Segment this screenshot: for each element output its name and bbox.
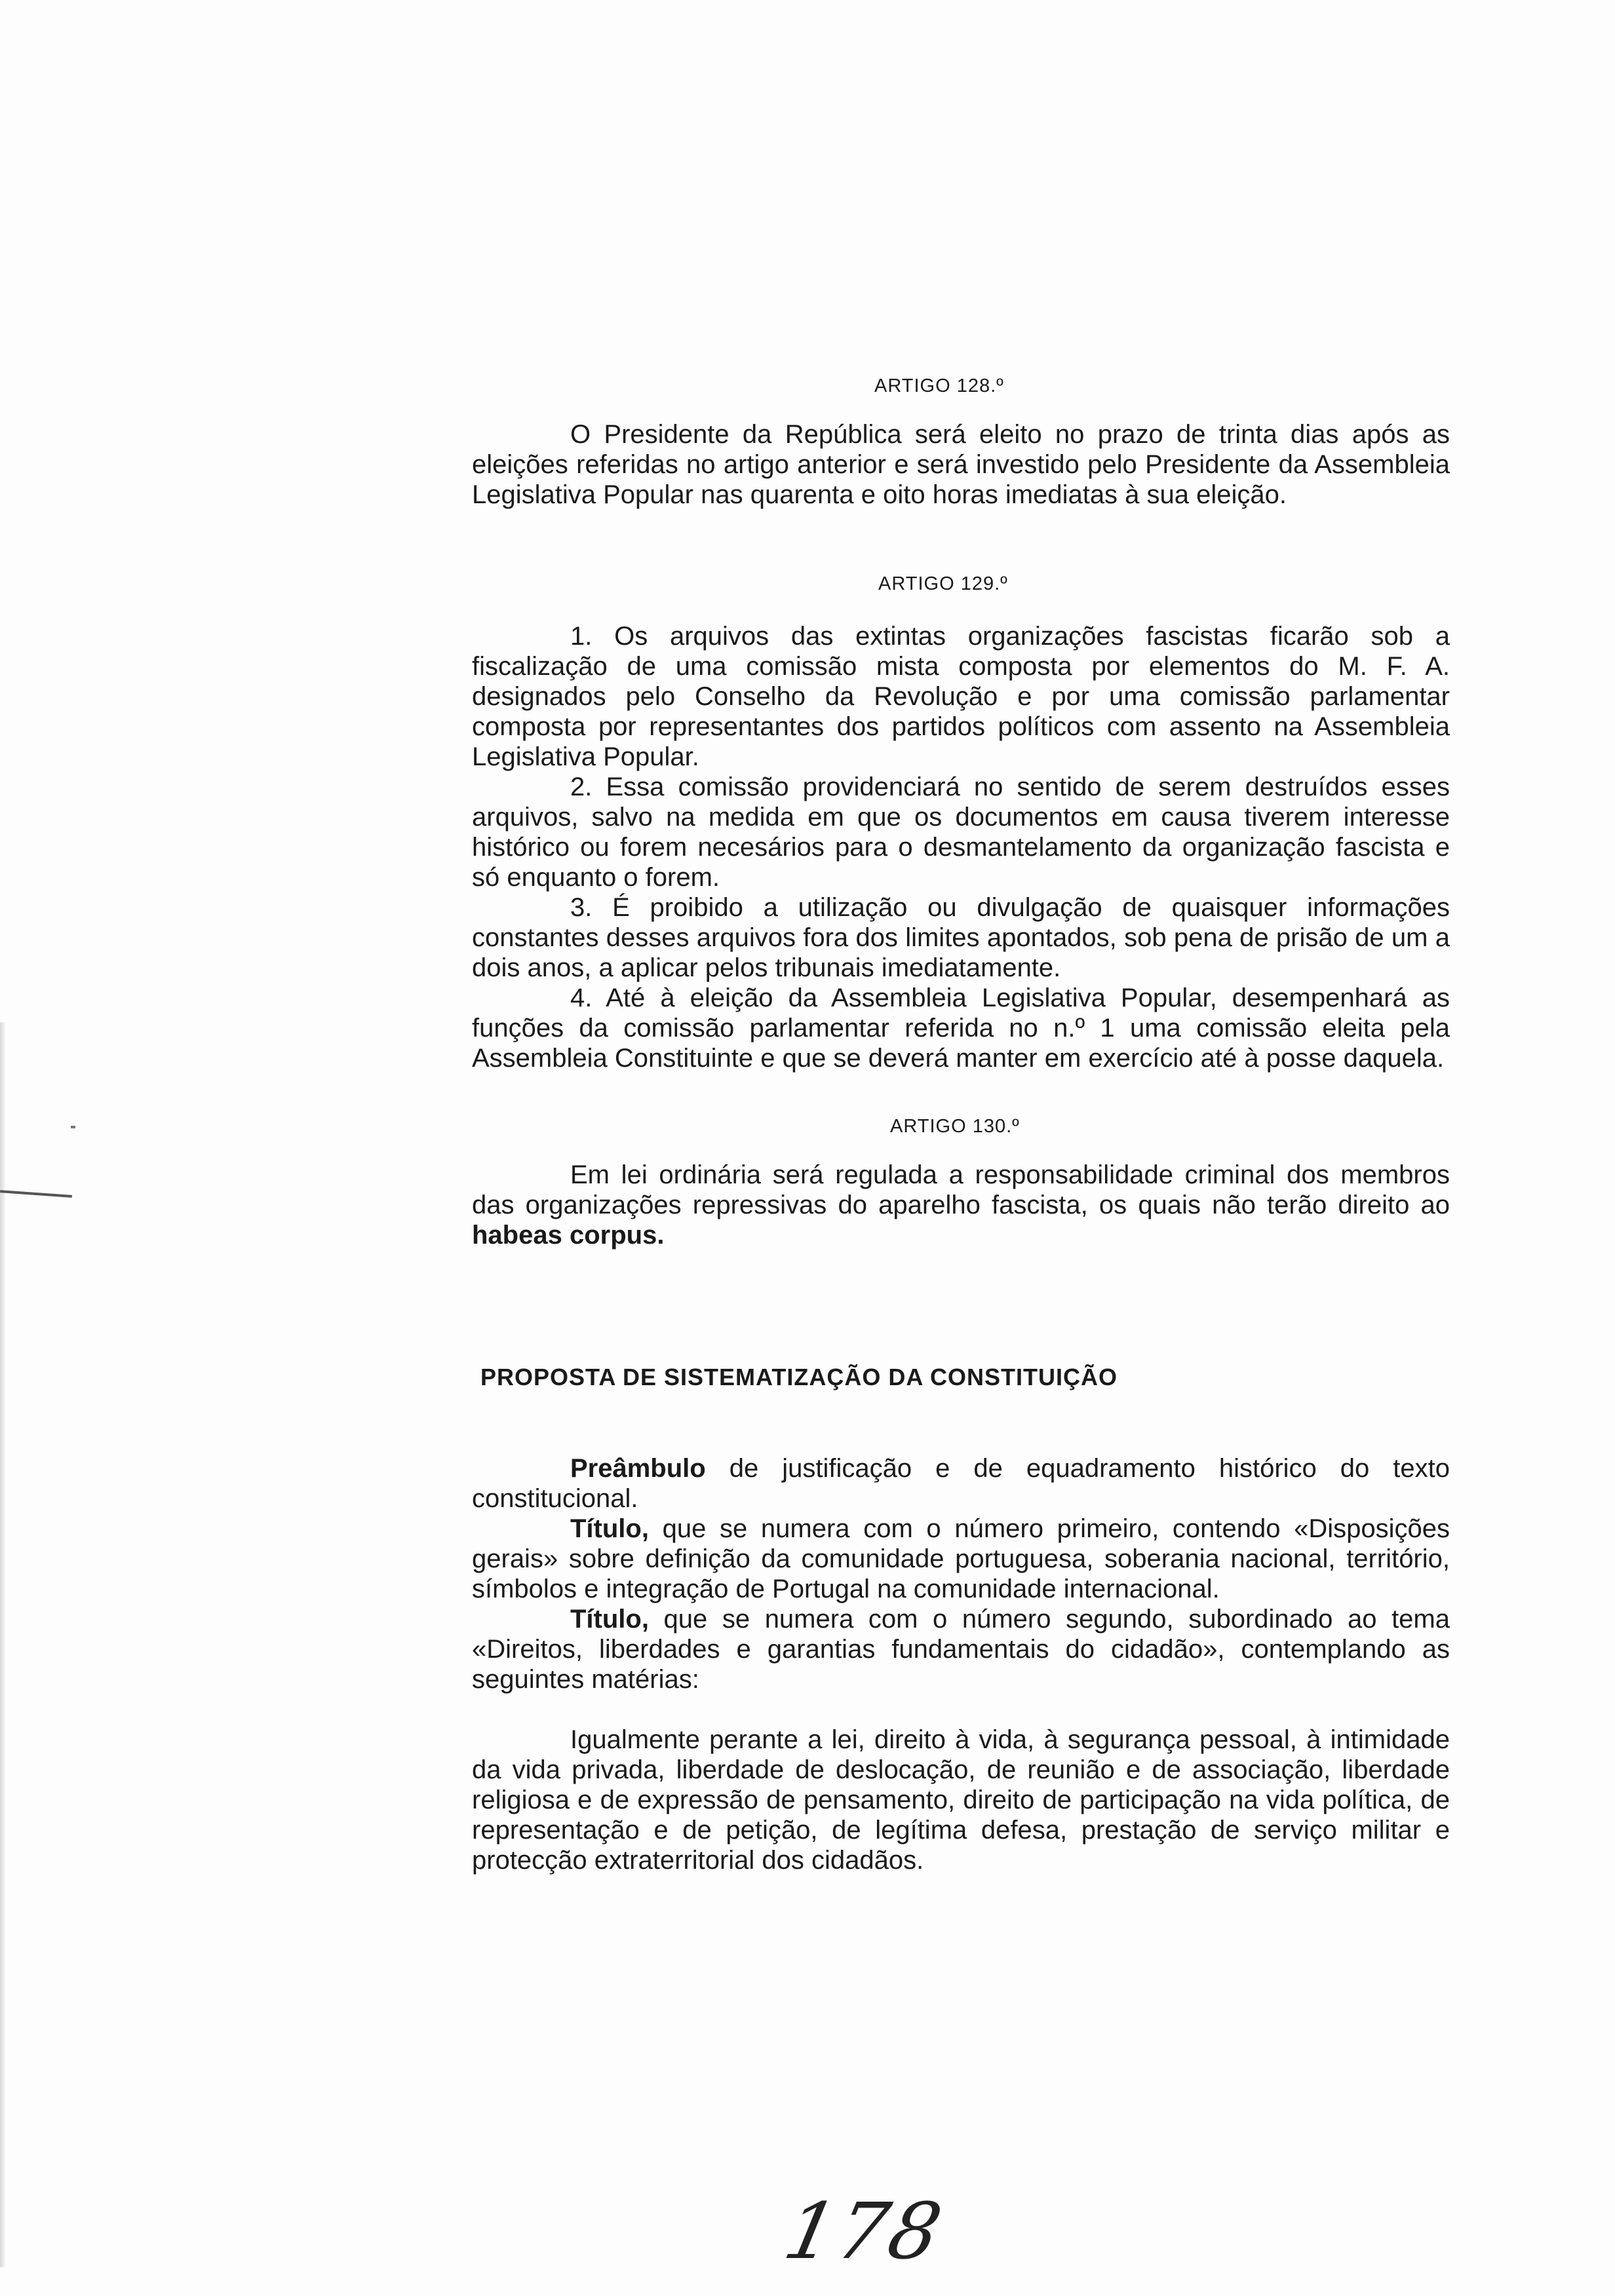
article-129-paragraph-2: 2. Essa comissão providenciará no sentido de serem destruídos esses arquivos, salvo na medida em que os documentos em causa tiverem interesse histórico ou forem necesários para o desmantelamento da organização fascista e só enquanto o forem. <box>472 773 1450 892</box>
scan-mark <box>0 1190 72 1198</box>
article-129-paragraph-1: 1. Os arquivos das extintas organizações fascistas ficarão sob a fiscalização de uma comissão mista composta por elementos do M. F. A. designados pelo Conselho da Revolução e por uma comissão parlamentar composta por representantes dos partidos políticos com assento na Assembleia Legislativa Popular. <box>472 622 1450 771</box>
article-130-paragraph <box>472 1160 1450 1250</box>
habeas-corpus-term: habeas corpus. <box>472 1221 665 1250</box>
article-130-body <box>472 1160 1450 1250</box>
proposal-item-text: de justificação e de equadramento histórico do texto constitucional. <box>472 1454 1450 1513</box>
proposal-body <box>472 1453 1450 1875</box>
article-129-body <box>472 621 1450 1073</box>
scan-dot <box>71 1126 75 1128</box>
article-128-paragraph: O Presidente da República será eleito no prazo de trinta dias após as eleições referidas no artigo anterior e será investido pelo Presidente da Assembleia Legislativa Popular nas quarenta e oito horas imediatas à sua eleição. <box>472 420 1450 509</box>
article-128-body <box>472 419 1450 510</box>
article-129-heading: ARTIGO 129.º <box>878 573 1008 594</box>
article-128-heading: ARTIGO 128.º <box>874 375 1004 396</box>
article-130-heading: ARTIGO 130.º <box>890 1116 1020 1137</box>
proposal-item-preambulo <box>472 1453 1450 1514</box>
article-130-text: Em lei ordinária será regulada a responsabilidade criminal dos membros das organizações repressivas do aparelho fascista, os quais não terão direito ao <box>472 1160 1450 1219</box>
proposal-matters: Igualmente perante a lei, direito à vida, à segurança pessoal, à intimidade da vida privada, liberdade de deslocação, de reunião e de associação, liberdade religiosa e de expressão de pensamento, direito de participação na vida política, de representação e de petição, de legítima defesa, prestação de serviço militar e protecção extraterritorial dos cidadãos. <box>472 1725 1450 1875</box>
proposal-title: PROPOSTA DE SISTEMATIZAÇÃO DA CONSTITUIÇÃO <box>480 1364 1118 1390</box>
page-number: 178 <box>777 2186 952 2276</box>
spacer <box>472 1694 1450 1725</box>
proposal-item-label: Preâmbulo <box>570 1454 706 1483</box>
proposal-item-text: que se numera com o número segundo, subordinado ao tema «Direitos, liberdades e garantias fundamentais do cidadão», contemplando as seguintes matérias: <box>472 1605 1450 1694</box>
proposal-item-label: Título, <box>570 1605 649 1634</box>
proposal-item-titulo-1 <box>472 1514 1450 1604</box>
proposal-item-label: Título, <box>570 1514 649 1543</box>
article-129-paragraph-4: 4. Até à eleição da Assembleia Legislativa Popular, desempenhará as funções da comissão parlamentar referida no n.º 1 uma comissão eleita pela Assembleia Constituinte e que se deverá manter em exercício até à posse daquela. <box>472 984 1450 1073</box>
article-129-paragraph-3: 3. É proibido a utilização ou divulgação de quaisquer informações constantes desses arquivos fora dos limites apontados, sob pena de prisão de um a dois anos, a aplicar pelos tribunais imediatamente. <box>472 893 1450 982</box>
proposal-item-text: que se numera com o número primeiro, contendo «Disposições gerais» sobre definição da comunidade portuguesa, soberania nacional, território, símbolos e integração de Portugal na comunidade internacional. <box>472 1514 1450 1603</box>
proposal-item-titulo-2 <box>472 1604 1450 1694</box>
scan-edge <box>0 1022 5 2267</box>
